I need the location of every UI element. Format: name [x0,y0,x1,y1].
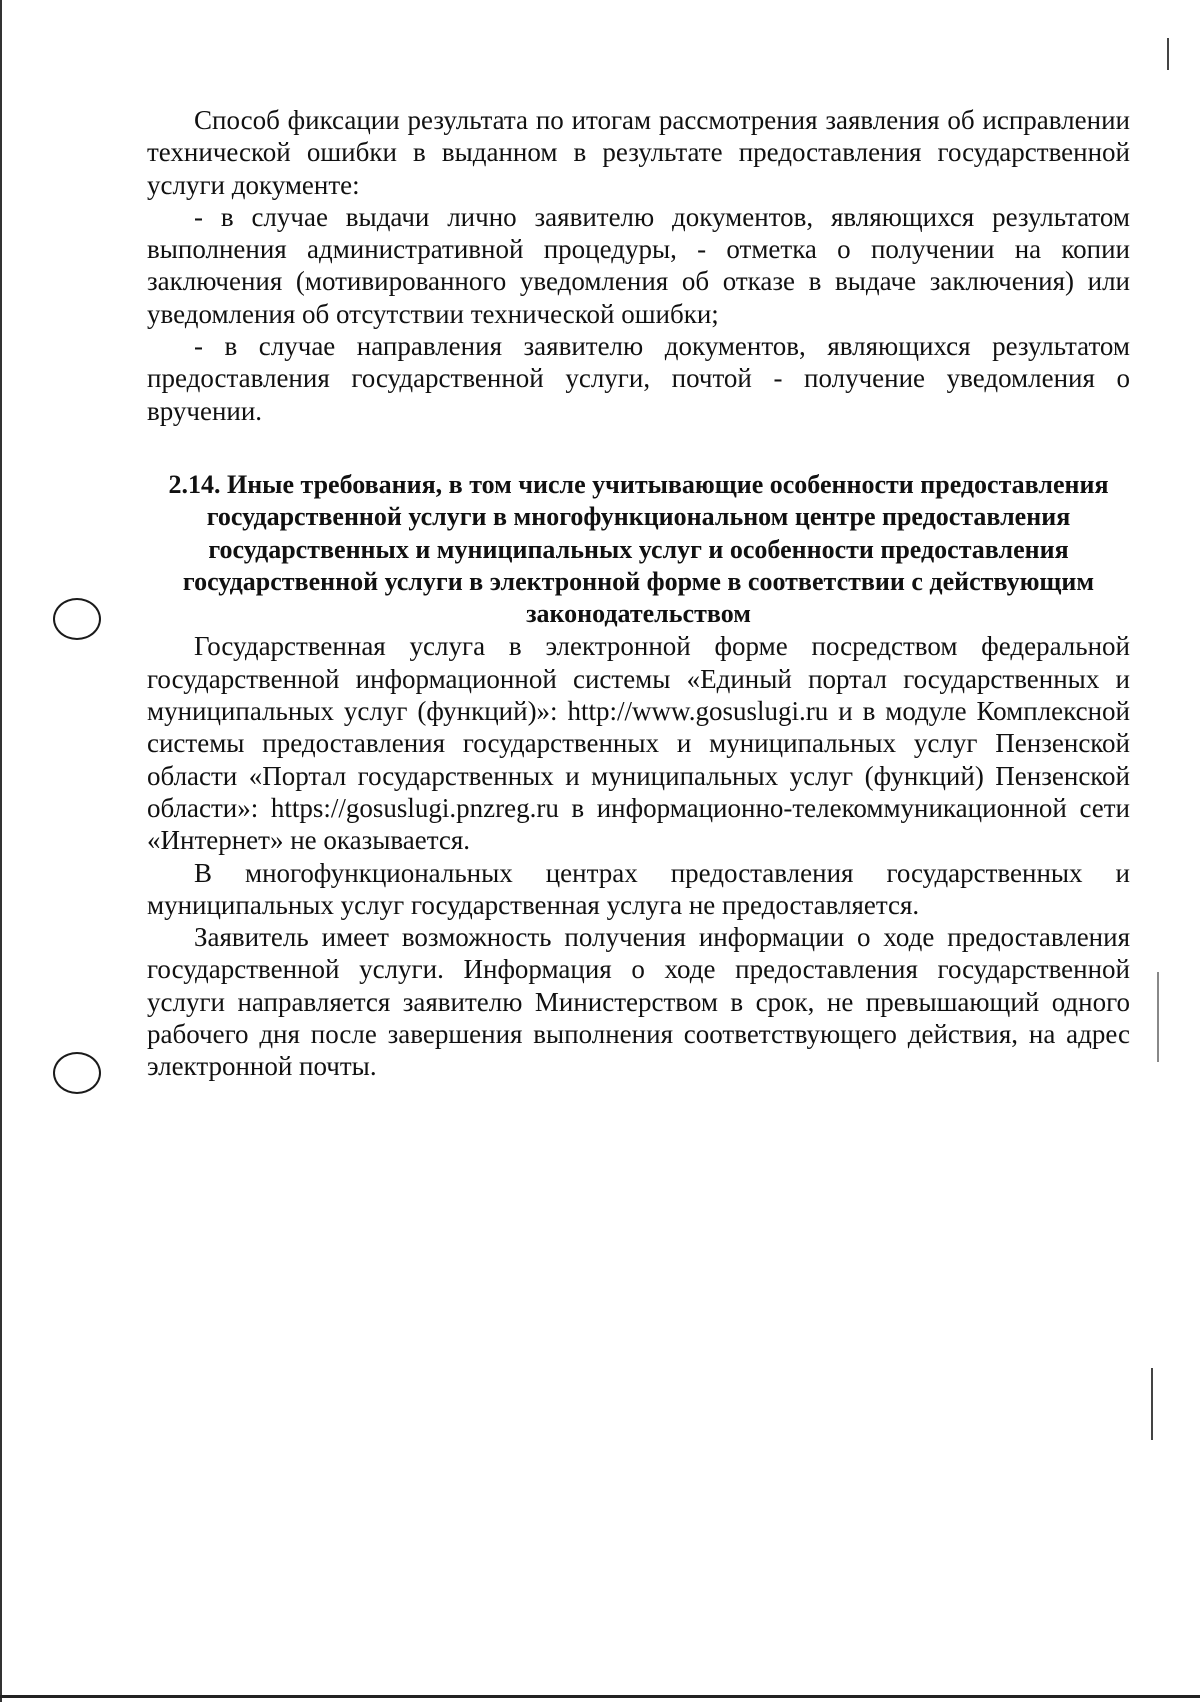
punch-hole-upper [53,598,101,640]
section-heading-2-14: 2.14. Иные требования, в том числе учитывающие особенности предоставления государственной услуги в многофункциональном центре предоставления государственных и муниципальных услуг и особенности предоставления государственной услуги в электронной форме в соответствии с действующим законодательством [168,469,1109,629]
scan-left-edge [0,0,2,1702]
paragraph-mfc: В многофункциональных центрах предоставления государственных и муниципальных услуг государственная услуга не предоставляется. [147,857,1130,920]
scan-bottom-edge [0,1695,1200,1698]
paragraph-result-fixation: Способ фиксации результата по итогам рассмотрения заявления об исправлении технической ошибки в выданном в результате предоставления государственной услуги документе: [147,105,1130,200]
paragraph-electronic-form: Государственная услуга в электронной форме посредством федеральной государственной информационной системы «Единый портал государственных и муниципальных услуг (функций)»: http://www.gosuslugi.ru и в модуле Комплексной системы предоставления государственных и муниципальных услуг Пензенской области «Портал государственных и муниципальных услуг (функций) Пензенской области»: https://gosuslugi.pnzreg.ru в информационно-телекоммуникационной сети «Интернет» не оказывается. [147,631,1130,856]
document-body [147,104,1130,1083]
scan-mark-bottom-right [1151,1368,1153,1440]
punch-hole-lower [53,1052,101,1094]
paragraph-postal-delivery: - в случае направления заявителю документов, являющихся результатом предоставления государственной услуги, почтой - получение уведомления о вручении. [147,331,1130,426]
scan-mark-middle-right [1157,972,1159,1062]
paragraph-personal-issuance: - в случае выдачи лично заявителю документов, являющихся результатом выполнения административной процедуры, - отметка о получении на копии заключения (мотивированного уведомления об отказе в выдаче заключения) или уведомления об отсутствии технической ошибки; [147,201,1130,329]
paragraph-progress-info: Заявитель имеет возможность получения информации о ходе предоставления государственной услуги. Информация о ходе предоставления государственной услуги направляется заявителю Министерством в срок, не превышающий одного рабочего дня после завершения выполнения соответствующего действия, на адрес электронной почты. [147,922,1130,1082]
scan-mark-top-right [1167,38,1169,70]
